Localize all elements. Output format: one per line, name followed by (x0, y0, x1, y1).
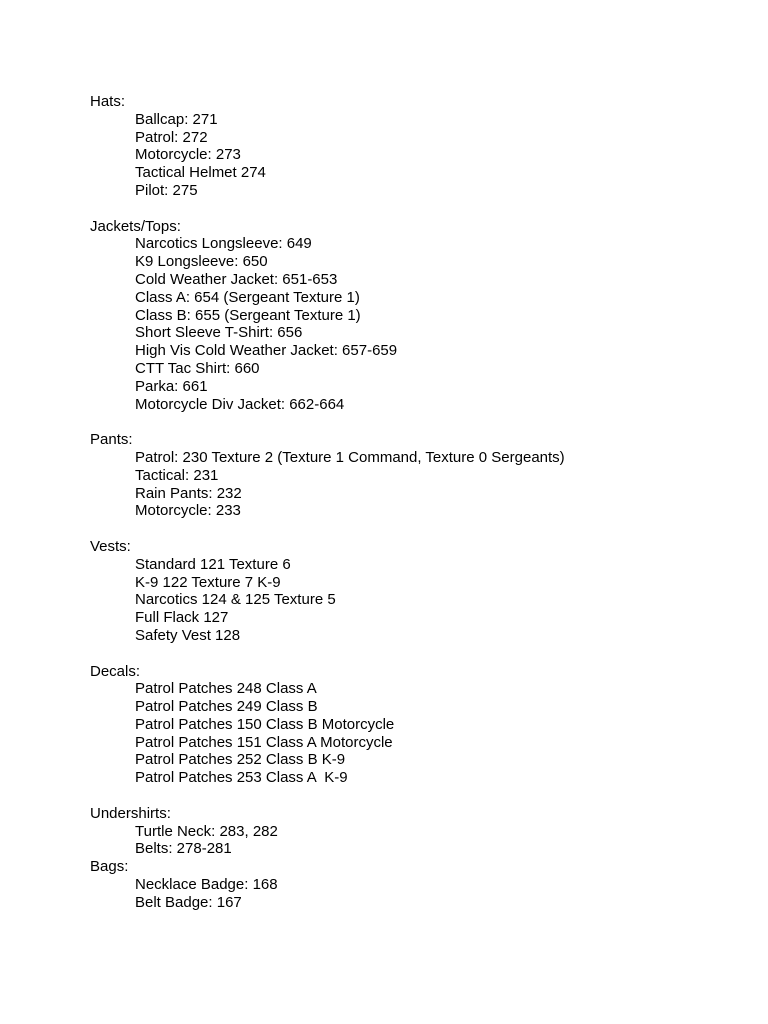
item-list (90, 876, 750, 912)
section-heading: Bags: (90, 858, 129, 876)
list-item: Pilot: 275 (135, 181, 198, 199)
list-item: Belt Badge: 167 (135, 893, 242, 911)
list-item: Tactical: 231 (135, 466, 219, 484)
list-item: Narcotics Longsleeve: 649 (135, 235, 312, 253)
list-item: Patrol Patches 248 Class A (135, 680, 317, 698)
list-item: Patrol: 230 Texture 2 (Texture 1 Command, Texture 0 Sergeants) (135, 448, 565, 466)
list-item: Short Sleeve T-Shirt: 656 (135, 324, 303, 342)
section-decals (90, 663, 750, 788)
section-heading: Undershirts: (90, 804, 171, 822)
section-jackets-tops (90, 218, 750, 414)
item-list (90, 556, 750, 645)
list-item: Belts: 278-281 (135, 840, 232, 858)
list-item: Safety Vest 128 (135, 626, 241, 644)
list-item: Cold Weather Jacket: 651-653 (135, 270, 338, 288)
list-item: Patrol: 272 (135, 128, 208, 146)
list-item: Motorcycle: 273 (135, 146, 241, 164)
section-hats (90, 93, 750, 200)
list-item: High Vis Cold Weather Jacket: 657-659 (135, 342, 398, 360)
list-item: Turtle Neck: 283, 282 (135, 822, 278, 840)
section-heading: Decals: (90, 662, 141, 680)
list-item: K-9 122 Texture 7 K-9 (135, 573, 281, 591)
item-list (90, 680, 750, 787)
list-item: Patrol Patches 249 Class B (135, 698, 318, 716)
list-item: Patrol Patches 150 Class B Motorcycle (135, 715, 395, 733)
section-heading: Pants: (90, 431, 133, 449)
list-item: Standard 121 Texture 6 (135, 555, 291, 573)
list-item: Motorcycle Div Jacket: 662-664 (135, 395, 345, 413)
section-undershirts (90, 805, 750, 858)
list-item: Ballcap: 271 (135, 110, 218, 128)
list-item: Patrol Patches 253 Class A K-9 (135, 769, 348, 787)
item-list (90, 449, 750, 520)
list-item: CTT Tac Shirt: 660 (135, 359, 260, 377)
item-list (90, 823, 750, 859)
list-item: Narcotics 124 & 125 Texture 5 (135, 591, 336, 609)
section-bags (90, 858, 750, 911)
list-item: Class A: 654 (Sergeant Texture 1) (135, 288, 360, 306)
list-item: Full Flack 127 (135, 609, 229, 627)
list-item: Necklace Badge: 168 (135, 876, 278, 894)
item-list (90, 111, 750, 200)
document-page (90, 93, 750, 912)
list-item: Class B: 655 (Sergeant Texture 1) (135, 306, 361, 324)
item-list (90, 235, 750, 413)
section-heading: Vests: (90, 537, 131, 555)
section-pants (90, 431, 750, 520)
list-item: K9 Longsleeve: 650 (135, 253, 268, 271)
list-item: Tactical Helmet 274 (135, 164, 266, 182)
section-heading: Jackets/Tops: (90, 217, 181, 235)
list-item: Patrol Patches 252 Class B K-9 (135, 751, 346, 769)
list-item: Motorcycle: 233 (135, 502, 241, 520)
section-vests (90, 538, 750, 645)
list-item: Rain Pants: 232 (135, 484, 242, 502)
list-item: Patrol Patches 151 Class A Motorcycle (135, 733, 393, 751)
list-item: Parka: 661 (135, 377, 208, 395)
section-heading: Hats: (90, 93, 126, 110)
